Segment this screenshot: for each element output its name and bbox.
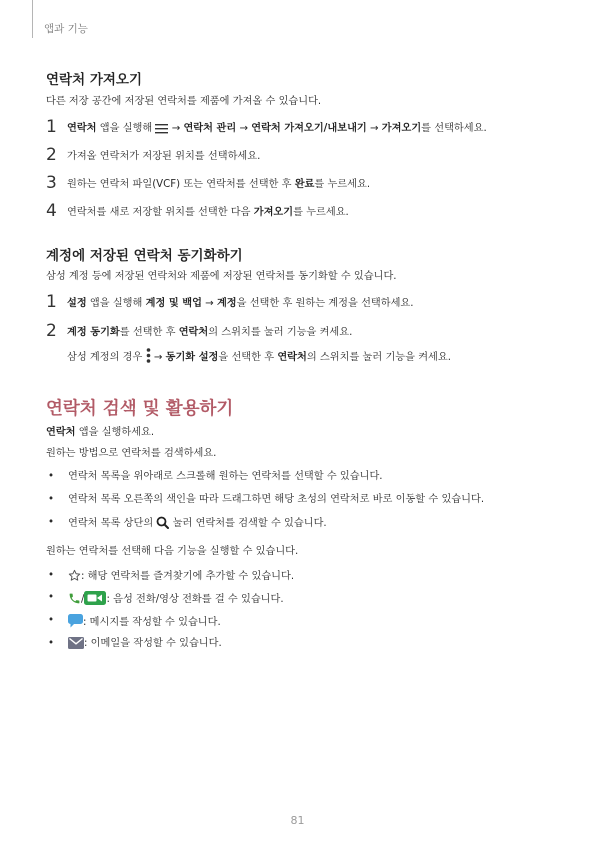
sync-intro: 삼성 계정 등에 저장된 연락처와 제품에 저장된 연락처를 동기화할 수 있습니다. [46,271,397,282]
phone-icon [68,592,81,610]
header-divider [32,0,33,38]
sync-title: 계정에 저장된 연락처 동기화하기 [46,248,243,264]
page-number: 81 [290,814,305,827]
step-number: 2 [46,321,57,341]
import-title: 연락처 가져오기 [46,72,142,88]
import-intro: 다른 저장 공간에 저장된 연락처를 제품에 가져올 수 있습니다. [46,96,322,107]
section-header: 앱과 기능 [44,23,88,35]
search-method: 원하는 방법으로 연락처를 검색하세요. [46,448,217,459]
search-title: 연락처 검색 및 활용하기 [46,399,234,419]
step-number: 2 [46,145,57,165]
video-call-icon [84,591,106,610]
step-number: 1 [46,292,57,312]
search-icon [156,516,169,534]
search-launch: 연락처 앱을 실행하세요. [46,427,155,438]
star-icon [68,569,81,587]
menu-icon [155,123,168,139]
step-number: 4 [46,201,57,221]
mail-icon [68,637,84,654]
contacts-app-label: 연락처 [67,123,97,134]
step-number: 1 [46,117,57,137]
message-icon [68,614,83,633]
step-number: 3 [46,173,57,193]
features-intro: 원하는 연락처를 선택해 다음 기능을 실행할 수 있습니다. [46,546,299,557]
